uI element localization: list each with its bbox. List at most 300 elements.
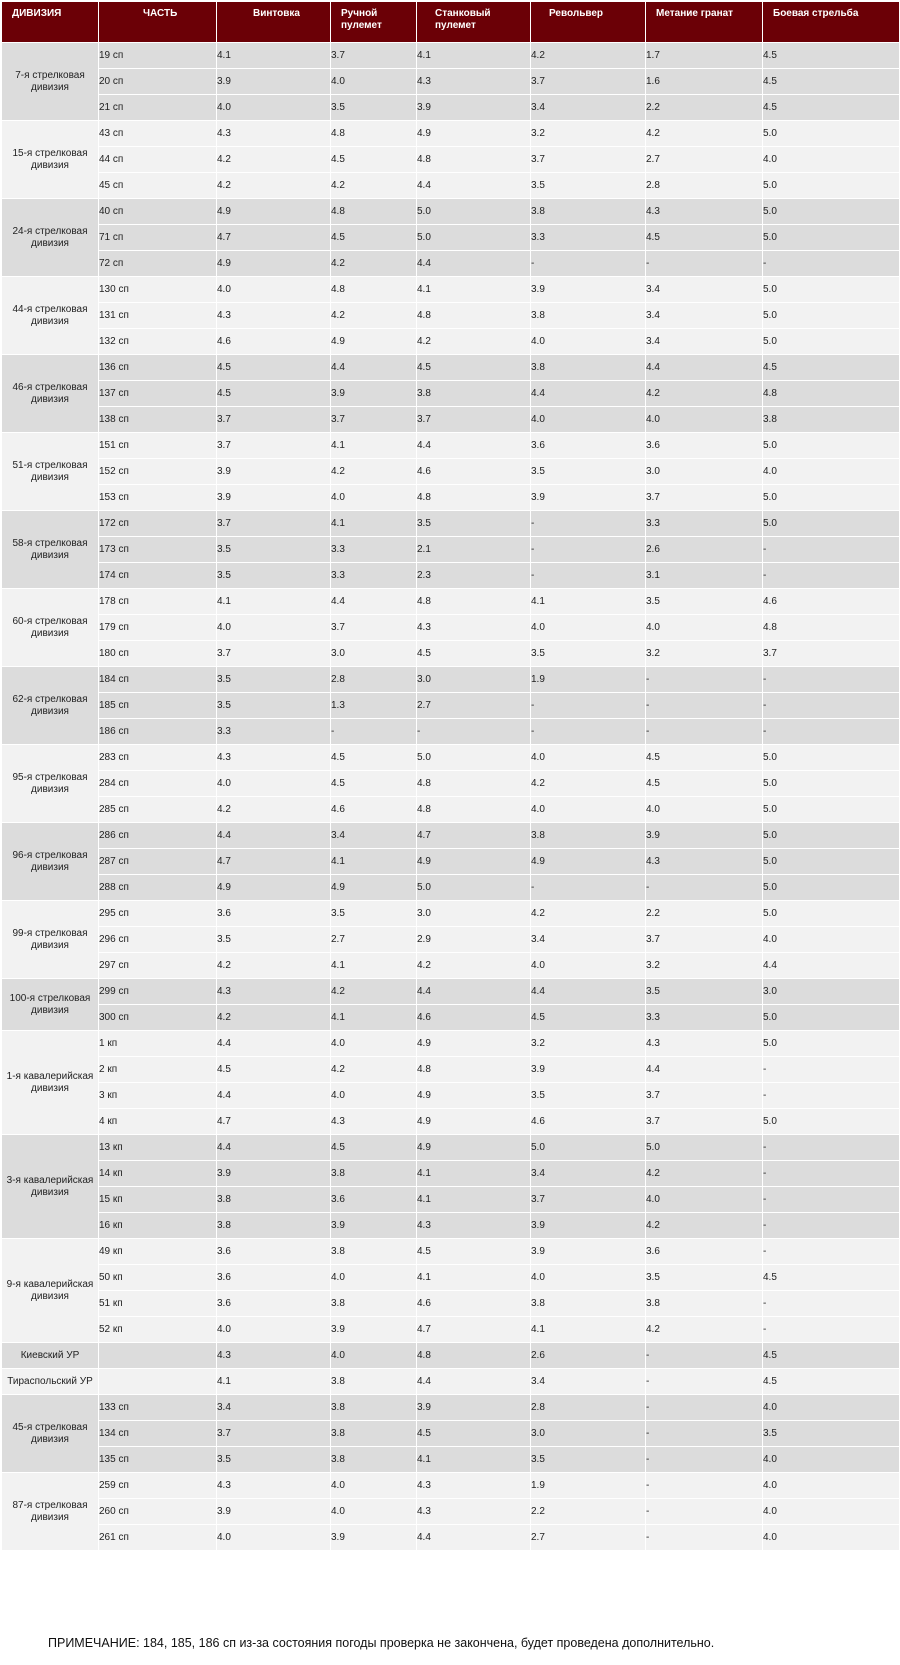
score-cell: 4.6 <box>417 459 531 485</box>
score-cell: 4.2 <box>646 1161 763 1187</box>
score-cell: - <box>531 563 646 589</box>
score-cell: 3.4 <box>531 1161 646 1187</box>
division-cell: 62-я стрелковая дивизия <box>2 667 99 745</box>
table-row <box>2 1343 900 1369</box>
score-cell: 4.0 <box>531 615 646 641</box>
score-cell: 3.5 <box>217 667 331 693</box>
unit-cell: 43 сп <box>99 121 217 147</box>
score-cell: - <box>331 719 417 745</box>
table-row <box>2 771 900 797</box>
score-cell: 4.8 <box>417 147 531 173</box>
score-cell: 3.9 <box>531 485 646 511</box>
score-cell: 4.2 <box>331 251 417 277</box>
score-cell: 5.0 <box>417 199 531 225</box>
score-cell: 4.8 <box>331 121 417 147</box>
score-cell: 4.4 <box>217 1135 331 1161</box>
score-cell: - <box>646 1525 763 1551</box>
score-cell: 4.6 <box>417 1005 531 1031</box>
score-cell: 4.2 <box>531 43 646 69</box>
score-cell: 4.4 <box>417 1369 531 1395</box>
score-cell: 4.0 <box>531 953 646 979</box>
score-cell: 4.5 <box>763 355 900 381</box>
score-cell: - <box>763 719 900 745</box>
score-cell: 3.9 <box>646 823 763 849</box>
score-cell: 3.8 <box>531 199 646 225</box>
score-cell: 2.6 <box>531 1343 646 1369</box>
unit-cell <box>99 1343 217 1369</box>
unit-cell: 51 кп <box>99 1291 217 1317</box>
unit-cell <box>99 1369 217 1395</box>
score-cell: 5.0 <box>763 173 900 199</box>
table-row <box>2 1057 900 1083</box>
score-cell: 4.3 <box>417 1213 531 1239</box>
division-cell: 96-я стрелковая дивизия <box>2 823 99 901</box>
score-cell: 4.6 <box>531 1109 646 1135</box>
score-cell: 5.0 <box>763 1005 900 1031</box>
score-cell: 2.3 <box>417 563 531 589</box>
score-cell: 3.5 <box>763 1421 900 1447</box>
score-cell: 3.5 <box>331 901 417 927</box>
score-cell: 4.0 <box>531 797 646 823</box>
score-cell: 4.1 <box>417 1161 531 1187</box>
score-cell: 4.5 <box>763 1343 900 1369</box>
score-cell: 3.5 <box>217 927 331 953</box>
score-cell: 4.0 <box>331 1473 417 1499</box>
score-cell: 4.2 <box>217 173 331 199</box>
header-cell: ЧАСТЬ <box>99 2 217 43</box>
score-cell: 3.8 <box>531 823 646 849</box>
score-cell: 3.7 <box>331 615 417 641</box>
unit-cell: 259 сп <box>99 1473 217 1499</box>
division-cell: 1-я кавалерийская дивизия <box>2 1031 99 1135</box>
score-cell: 4.9 <box>531 849 646 875</box>
score-cell: 4.4 <box>217 823 331 849</box>
score-cell: 3.9 <box>217 69 331 95</box>
score-cell: - <box>531 875 646 901</box>
score-cell: 4.8 <box>417 589 531 615</box>
score-cell: 5.0 <box>763 797 900 823</box>
score-cell: 4.6 <box>217 329 331 355</box>
score-cell: 5.0 <box>763 433 900 459</box>
score-cell: 4.0 <box>646 407 763 433</box>
division-cell: 44-я стрелковая дивизия <box>2 277 99 355</box>
table-row <box>2 849 900 875</box>
score-cell: 4.3 <box>646 849 763 875</box>
unit-cell: 52 кп <box>99 1317 217 1343</box>
score-cell: 4.5 <box>417 641 531 667</box>
score-cell: 4.0 <box>217 615 331 641</box>
score-cell: 3.3 <box>531 225 646 251</box>
table-row <box>2 1447 900 1473</box>
score-cell: 5.0 <box>763 1109 900 1135</box>
score-cell: 3.5 <box>646 1265 763 1291</box>
table-row <box>2 69 900 95</box>
score-cell: 3.0 <box>331 641 417 667</box>
score-cell: 3.8 <box>331 1161 417 1187</box>
score-cell: 3.9 <box>531 1213 646 1239</box>
score-cell: 4.6 <box>331 797 417 823</box>
score-cell: 3.9 <box>417 95 531 121</box>
score-cell: 4.6 <box>417 1291 531 1317</box>
unit-cell: 138 сп <box>99 407 217 433</box>
score-cell: 3.7 <box>646 1083 763 1109</box>
score-cell: 4.3 <box>417 615 531 641</box>
score-cell: 5.0 <box>531 1135 646 1161</box>
score-cell: 4.0 <box>331 1083 417 1109</box>
score-cell: - <box>763 1187 900 1213</box>
score-cell: 4.8 <box>331 277 417 303</box>
score-cell: 5.0 <box>763 121 900 147</box>
score-cell: - <box>531 251 646 277</box>
score-cell: - <box>531 693 646 719</box>
score-cell: 3.3 <box>646 1005 763 1031</box>
score-cell: 4.1 <box>417 1265 531 1291</box>
score-cell: 4.5 <box>417 1239 531 1265</box>
score-cell: 3.5 <box>217 537 331 563</box>
score-cell: 3.1 <box>646 563 763 589</box>
score-cell: 3.2 <box>646 641 763 667</box>
score-cell: 3.3 <box>646 511 763 537</box>
score-cell: 4.0 <box>531 329 646 355</box>
score-cell: 4.4 <box>331 355 417 381</box>
score-cell: 3.6 <box>646 433 763 459</box>
unit-cell: 19 сп <box>99 43 217 69</box>
score-cell: 4.3 <box>646 1031 763 1057</box>
score-cell: 5.0 <box>763 303 900 329</box>
score-cell: - <box>763 1161 900 1187</box>
score-cell: 3.8 <box>763 407 900 433</box>
score-cell: 4.0 <box>331 1499 417 1525</box>
score-cell: - <box>763 1135 900 1161</box>
division-cell: 100-я стрелковая дивизия <box>2 979 99 1031</box>
score-cell: - <box>763 1291 900 1317</box>
score-cell: 4.0 <box>646 797 763 823</box>
score-cell: - <box>763 1239 900 1265</box>
score-cell: 2.8 <box>331 667 417 693</box>
table-row <box>2 953 900 979</box>
score-cell: 4.0 <box>763 459 900 485</box>
score-cell: 4.5 <box>763 69 900 95</box>
score-cell: 4.2 <box>646 381 763 407</box>
score-cell: 4.1 <box>417 277 531 303</box>
score-cell: 3.7 <box>417 407 531 433</box>
score-cell: 3.8 <box>531 1291 646 1317</box>
score-cell: - <box>763 1213 900 1239</box>
score-cell: 4.6 <box>763 589 900 615</box>
score-cell: - <box>531 719 646 745</box>
score-cell: 4.1 <box>331 849 417 875</box>
unit-cell: 152 сп <box>99 459 217 485</box>
table-row <box>2 719 900 745</box>
score-cell: 4.1 <box>331 511 417 537</box>
table-row <box>2 251 900 277</box>
unit-cell: 296 сп <box>99 927 217 953</box>
table-row <box>2 979 900 1005</box>
table-row <box>2 823 900 849</box>
score-cell: 4.5 <box>646 745 763 771</box>
table-row <box>2 901 900 927</box>
score-cell: 3.5 <box>331 95 417 121</box>
score-cell: 2.7 <box>331 927 417 953</box>
score-cell: 3.9 <box>531 1057 646 1083</box>
score-cell: 5.0 <box>763 745 900 771</box>
score-cell: 5.0 <box>763 849 900 875</box>
score-cell: 4.2 <box>646 121 763 147</box>
unit-cell: 4 кп <box>99 1109 217 1135</box>
unit-cell: 284 сп <box>99 771 217 797</box>
score-cell: 3.4 <box>217 1395 331 1421</box>
score-cell: 3.9 <box>531 277 646 303</box>
score-cell: 4.0 <box>217 95 331 121</box>
division-cell: Тираспольский УР <box>2 1369 99 1395</box>
score-cell: 4.0 <box>763 927 900 953</box>
score-cell: 4.5 <box>531 1005 646 1031</box>
score-cell: 3.4 <box>331 823 417 849</box>
score-cell: 3.7 <box>217 1421 331 1447</box>
unit-cell: 185 сп <box>99 693 217 719</box>
score-cell: 4.9 <box>217 875 331 901</box>
score-cell: 4.0 <box>331 1343 417 1369</box>
unit-cell: 261 сп <box>99 1525 217 1551</box>
table-row <box>2 303 900 329</box>
score-cell: 3.8 <box>331 1395 417 1421</box>
score-cell: 3.8 <box>646 1291 763 1317</box>
score-cell: - <box>763 1317 900 1343</box>
score-cell: 4.1 <box>217 1369 331 1395</box>
unit-cell: 136 сп <box>99 355 217 381</box>
table-row <box>2 1031 900 1057</box>
unit-cell: 40 сп <box>99 199 217 225</box>
table-row <box>2 797 900 823</box>
score-cell: 3.4 <box>646 303 763 329</box>
score-cell: 4.8 <box>417 303 531 329</box>
score-cell: 4.8 <box>417 797 531 823</box>
score-cell: 3.9 <box>217 485 331 511</box>
score-cell: 2.2 <box>646 901 763 927</box>
table-row <box>2 1291 900 1317</box>
score-cell: 4.3 <box>417 1473 531 1499</box>
score-cell: 5.0 <box>763 823 900 849</box>
division-cell: 9-я кавалерийская дивизия <box>2 1239 99 1343</box>
score-cell: 3.7 <box>531 69 646 95</box>
score-cell: 2.1 <box>417 537 531 563</box>
unit-cell: 174 сп <box>99 563 217 589</box>
score-cell: 3.7 <box>531 147 646 173</box>
score-cell: 4.4 <box>763 953 900 979</box>
score-cell: 5.0 <box>763 771 900 797</box>
score-cell: 4.9 <box>331 329 417 355</box>
score-cell: 4.4 <box>417 979 531 1005</box>
score-cell: 4.9 <box>217 251 331 277</box>
score-cell: 3.2 <box>531 1031 646 1057</box>
header-cell: ДИВИЗИЯ <box>2 2 99 43</box>
score-cell: 3.4 <box>531 927 646 953</box>
score-cell: 4.2 <box>417 953 531 979</box>
score-cell: 5.0 <box>763 485 900 511</box>
score-cell: 4.1 <box>417 1447 531 1473</box>
score-cell: 3.7 <box>217 433 331 459</box>
header-cell: Ручной пулемет <box>331 2 417 43</box>
score-cell: 4.8 <box>763 615 900 641</box>
score-cell: 4.0 <box>531 407 646 433</box>
header-cell: Метание гранат <box>646 2 763 43</box>
score-cell: 3.7 <box>331 407 417 433</box>
score-cell: 3.5 <box>531 173 646 199</box>
table-row <box>2 1317 900 1343</box>
table-row <box>2 537 900 563</box>
unit-cell: 260 сп <box>99 1499 217 1525</box>
score-cell: 4.0 <box>763 147 900 173</box>
score-cell: 4.0 <box>331 485 417 511</box>
unit-cell: 178 сп <box>99 589 217 615</box>
score-cell: 4.4 <box>646 355 763 381</box>
score-cell: 2.8 <box>531 1395 646 1421</box>
score-cell: 3.3 <box>217 719 331 745</box>
division-cell: 87-я стрелковая дивизия <box>2 1473 99 1551</box>
unit-cell: 15 кп <box>99 1187 217 1213</box>
score-cell: 4.3 <box>331 1109 417 1135</box>
unit-cell: 295 сп <box>99 901 217 927</box>
table-row <box>2 147 900 173</box>
score-cell: 3.8 <box>331 1447 417 1473</box>
score-cell: 2.8 <box>646 173 763 199</box>
division-cell: Киевский УР <box>2 1343 99 1369</box>
score-cell: 4.2 <box>217 797 331 823</box>
table-row <box>2 225 900 251</box>
table-row <box>2 875 900 901</box>
table-row <box>2 615 900 641</box>
score-cell: 4.2 <box>417 329 531 355</box>
score-cell: 4.1 <box>417 1187 531 1213</box>
unit-cell: 130 сп <box>99 277 217 303</box>
score-cell: 2.7 <box>646 147 763 173</box>
unit-cell: 285 сп <box>99 797 217 823</box>
score-cell: 5.0 <box>763 901 900 927</box>
score-cell: 4.4 <box>417 1525 531 1551</box>
score-cell: 5.0 <box>763 277 900 303</box>
score-cell: 4.1 <box>331 953 417 979</box>
unit-cell: 135 сп <box>99 1447 217 1473</box>
score-cell: 4.9 <box>417 1083 531 1109</box>
score-cell: - <box>646 1499 763 1525</box>
score-cell: 4.9 <box>417 1135 531 1161</box>
table-row <box>2 95 900 121</box>
score-cell: 3.5 <box>217 693 331 719</box>
header-cell: Револьвер <box>531 2 646 43</box>
score-cell: 3.6 <box>217 1239 331 1265</box>
score-cell: 4.0 <box>217 1317 331 1343</box>
score-cell: 4.5 <box>217 355 331 381</box>
score-cell: 4.5 <box>331 225 417 251</box>
table-row <box>2 1135 900 1161</box>
unit-cell: 153 сп <box>99 485 217 511</box>
score-cell: 4.0 <box>763 1525 900 1551</box>
score-cell: 4.7 <box>217 225 331 251</box>
unit-cell: 45 сп <box>99 173 217 199</box>
score-cell: 3.5 <box>531 1447 646 1473</box>
score-cell: 3.7 <box>331 43 417 69</box>
score-cell: 3.4 <box>531 95 646 121</box>
score-cell: 2.7 <box>531 1525 646 1551</box>
unit-cell: 299 сп <box>99 979 217 1005</box>
score-cell: 3.3 <box>331 563 417 589</box>
score-cell: 4.3 <box>417 69 531 95</box>
score-cell: 3.2 <box>531 121 646 147</box>
header-cell: Винтовка <box>217 2 331 43</box>
score-cell: 1.6 <box>646 69 763 95</box>
score-cell: 4.5 <box>763 95 900 121</box>
score-cell: 4.1 <box>217 589 331 615</box>
table-row <box>2 745 900 771</box>
score-cell: 4.1 <box>531 1317 646 1343</box>
score-cell: 4.2 <box>531 901 646 927</box>
score-cell: 3.5 <box>646 589 763 615</box>
table-row <box>2 1395 900 1421</box>
unit-cell: 180 сп <box>99 641 217 667</box>
table-row <box>2 1473 900 1499</box>
score-cell: 3.8 <box>331 1291 417 1317</box>
table-row <box>2 329 900 355</box>
score-cell: - <box>646 251 763 277</box>
unit-cell: 44 сп <box>99 147 217 173</box>
score-cell: 4.1 <box>417 43 531 69</box>
score-cell: 4.1 <box>331 1005 417 1031</box>
unit-cell: 21 сп <box>99 95 217 121</box>
score-cell: 4.5 <box>217 381 331 407</box>
unit-cell: 283 сп <box>99 745 217 771</box>
score-cell: 5.0 <box>417 875 531 901</box>
unit-cell: 297 сп <box>99 953 217 979</box>
score-cell: 4.5 <box>646 225 763 251</box>
unit-cell: 3 кп <box>99 1083 217 1109</box>
score-cell: 4.5 <box>417 1421 531 1447</box>
score-cell: 3.5 <box>531 459 646 485</box>
score-cell: 4.5 <box>763 1369 900 1395</box>
score-cell: 4.2 <box>331 979 417 1005</box>
score-cell: 5.0 <box>417 745 531 771</box>
division-cell: 95-я стрелковая дивизия <box>2 745 99 823</box>
table-row <box>2 641 900 667</box>
score-cell: 3.5 <box>646 979 763 1005</box>
score-cell: 4.1 <box>331 433 417 459</box>
footnote: ПРИМЕЧАНИЕ: 184, 185, 186 сп из-за состояния погоды проверка не закончена, будет проведена дополнительно. <box>48 1636 715 1650</box>
score-cell: 3.9 <box>217 459 331 485</box>
score-cell: 3.5 <box>217 1447 331 1473</box>
table-row <box>2 511 900 537</box>
score-cell: 4.3 <box>417 1499 531 1525</box>
score-cell: 4.2 <box>646 1317 763 1343</box>
table-row <box>2 485 900 511</box>
score-cell: 3.0 <box>646 459 763 485</box>
score-cell: - <box>646 1447 763 1473</box>
score-cell: 4.9 <box>417 121 531 147</box>
score-cell: 5.0 <box>763 199 900 225</box>
score-cell: - <box>646 667 763 693</box>
score-cell: 3.8 <box>331 1421 417 1447</box>
score-cell: 4.2 <box>217 953 331 979</box>
score-cell: 4.0 <box>217 277 331 303</box>
score-cell: 3.4 <box>646 277 763 303</box>
score-cell: 4.0 <box>531 745 646 771</box>
score-cell: 4.0 <box>763 1447 900 1473</box>
header-row <box>2 2 900 43</box>
score-cell: 1.9 <box>531 1473 646 1499</box>
score-cell: 3.6 <box>646 1239 763 1265</box>
score-cell: 4.3 <box>217 1473 331 1499</box>
score-cell: 3.5 <box>217 563 331 589</box>
unit-cell: 72 сп <box>99 251 217 277</box>
score-cell: 5.0 <box>763 1031 900 1057</box>
